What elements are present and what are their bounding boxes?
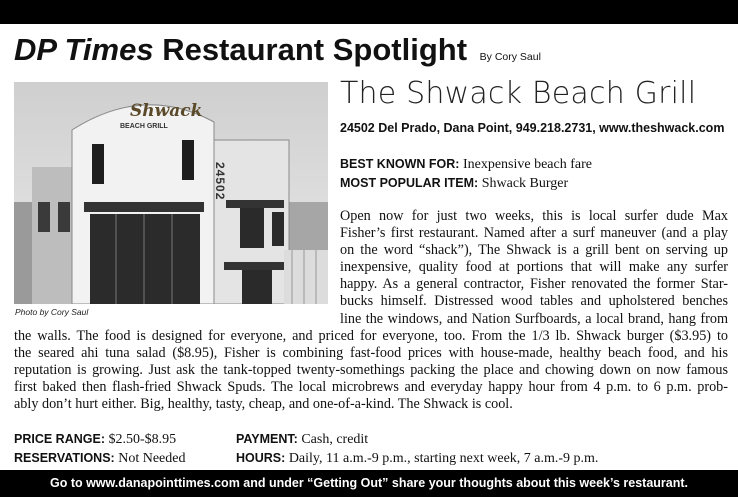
building-number: 24502 (213, 162, 227, 201)
hours-label: HOURS: (236, 451, 286, 465)
payment-label: PAYMENT: (236, 432, 298, 446)
body-line: happy. As a general contractor, Fisher renovated the former Star- (340, 276, 728, 293)
price-range-label: PRICE RANGE: (14, 432, 105, 446)
restaurant-photo (14, 82, 328, 304)
body-line: reputation is growing. Just ask the tank-topped twenty-somethings packing the place and chowing down on now famous (14, 362, 728, 379)
best-known-row (340, 155, 592, 174)
best-known-label: BEST KNOWN FOR: (340, 157, 460, 171)
body-line: Open now for just two weeks, this is local surfer dude Max (340, 208, 728, 224)
restaurant-photo-illustration (14, 82, 328, 304)
section-title: Restaurant Spotlight (162, 32, 468, 67)
payment-row (236, 430, 598, 449)
body-line: the walls. The food is designed for everyone, and priced for everyone, too. From the 1/3 lb. Shwack burger ($3.95) to (14, 328, 728, 344)
publication-name: DP Times (14, 32, 154, 67)
details-left (14, 430, 185, 468)
body-line: line the windows, and Nation Surfboards, a local brand, hang from (340, 310, 728, 327)
reservations-value: Not Needed (118, 451, 186, 466)
most-popular-label: MOST POPULAR ITEM: (340, 176, 479, 190)
price-range-row (14, 430, 185, 449)
reservations-label: RESERVATIONS: (14, 451, 115, 465)
body-line: on the word “shack”), The Shwack is a grill bent on serving up (340, 242, 728, 259)
masthead (14, 30, 541, 77)
best-known-value: Inexpensive beach fare (462, 157, 592, 172)
photo-credit: Photo by Cory Saul (15, 307, 89, 317)
most-popular-value: Shwack Burger (481, 176, 569, 191)
restaurant-address: 24502 Del Prado, Dana Point, 949.218.2731, www.theshwack.com (340, 121, 725, 135)
byline: By Cory Saul (479, 51, 541, 63)
body-line: Fisher’s first restaurant. Named after a surf maneuver (and a play (340, 225, 728, 242)
body-line: the seared ahi tuna salad ($8.95), Fisher is combining fast-food prices with house-made, healthy beach food, and his (14, 345, 728, 362)
article-body-right-column (340, 208, 728, 328)
most-popular-row (340, 174, 592, 193)
hours-row (236, 449, 598, 468)
body-line: ably don’t hurt either. Big, healthy, tasty, cheap, and one-of-a-kind. The Shwack is cool. (14, 396, 513, 413)
quick-facts (340, 155, 592, 193)
sign-subtext: BEACH GRILL (120, 123, 168, 130)
body-line: first baked then flash-fried Shwack Spuds. The local microbrews and everyday happy hour from 4 p.m. to 6 p.m. prob- (14, 379, 728, 396)
payment-value: Cash, credit (301, 432, 369, 447)
sign-logo: Shwack (130, 101, 203, 121)
top-black-bar (0, 0, 738, 24)
body-line: inexpensive, quality food at portions that will make any surfer (340, 259, 728, 276)
reservations-row (14, 449, 185, 468)
top-rule (0, 24, 738, 26)
footer-banner: Go to www.danapointtimes.com and under “Getting Out” share your thoughts about this week’s restaurant. (0, 470, 738, 497)
details-right (236, 430, 598, 468)
body-line: bucks himself. Distressed wood tables and upholstered benches (340, 293, 728, 310)
hours-value: Daily, 11 a.m.-9 p.m., starting next week, 7 a.m.-9 p.m. (288, 451, 599, 466)
price-range-value: $2.50-$8.95 (108, 432, 177, 447)
article-body-full-width (14, 328, 728, 413)
restaurant-name: The Shwack Beach Grill (340, 76, 697, 111)
